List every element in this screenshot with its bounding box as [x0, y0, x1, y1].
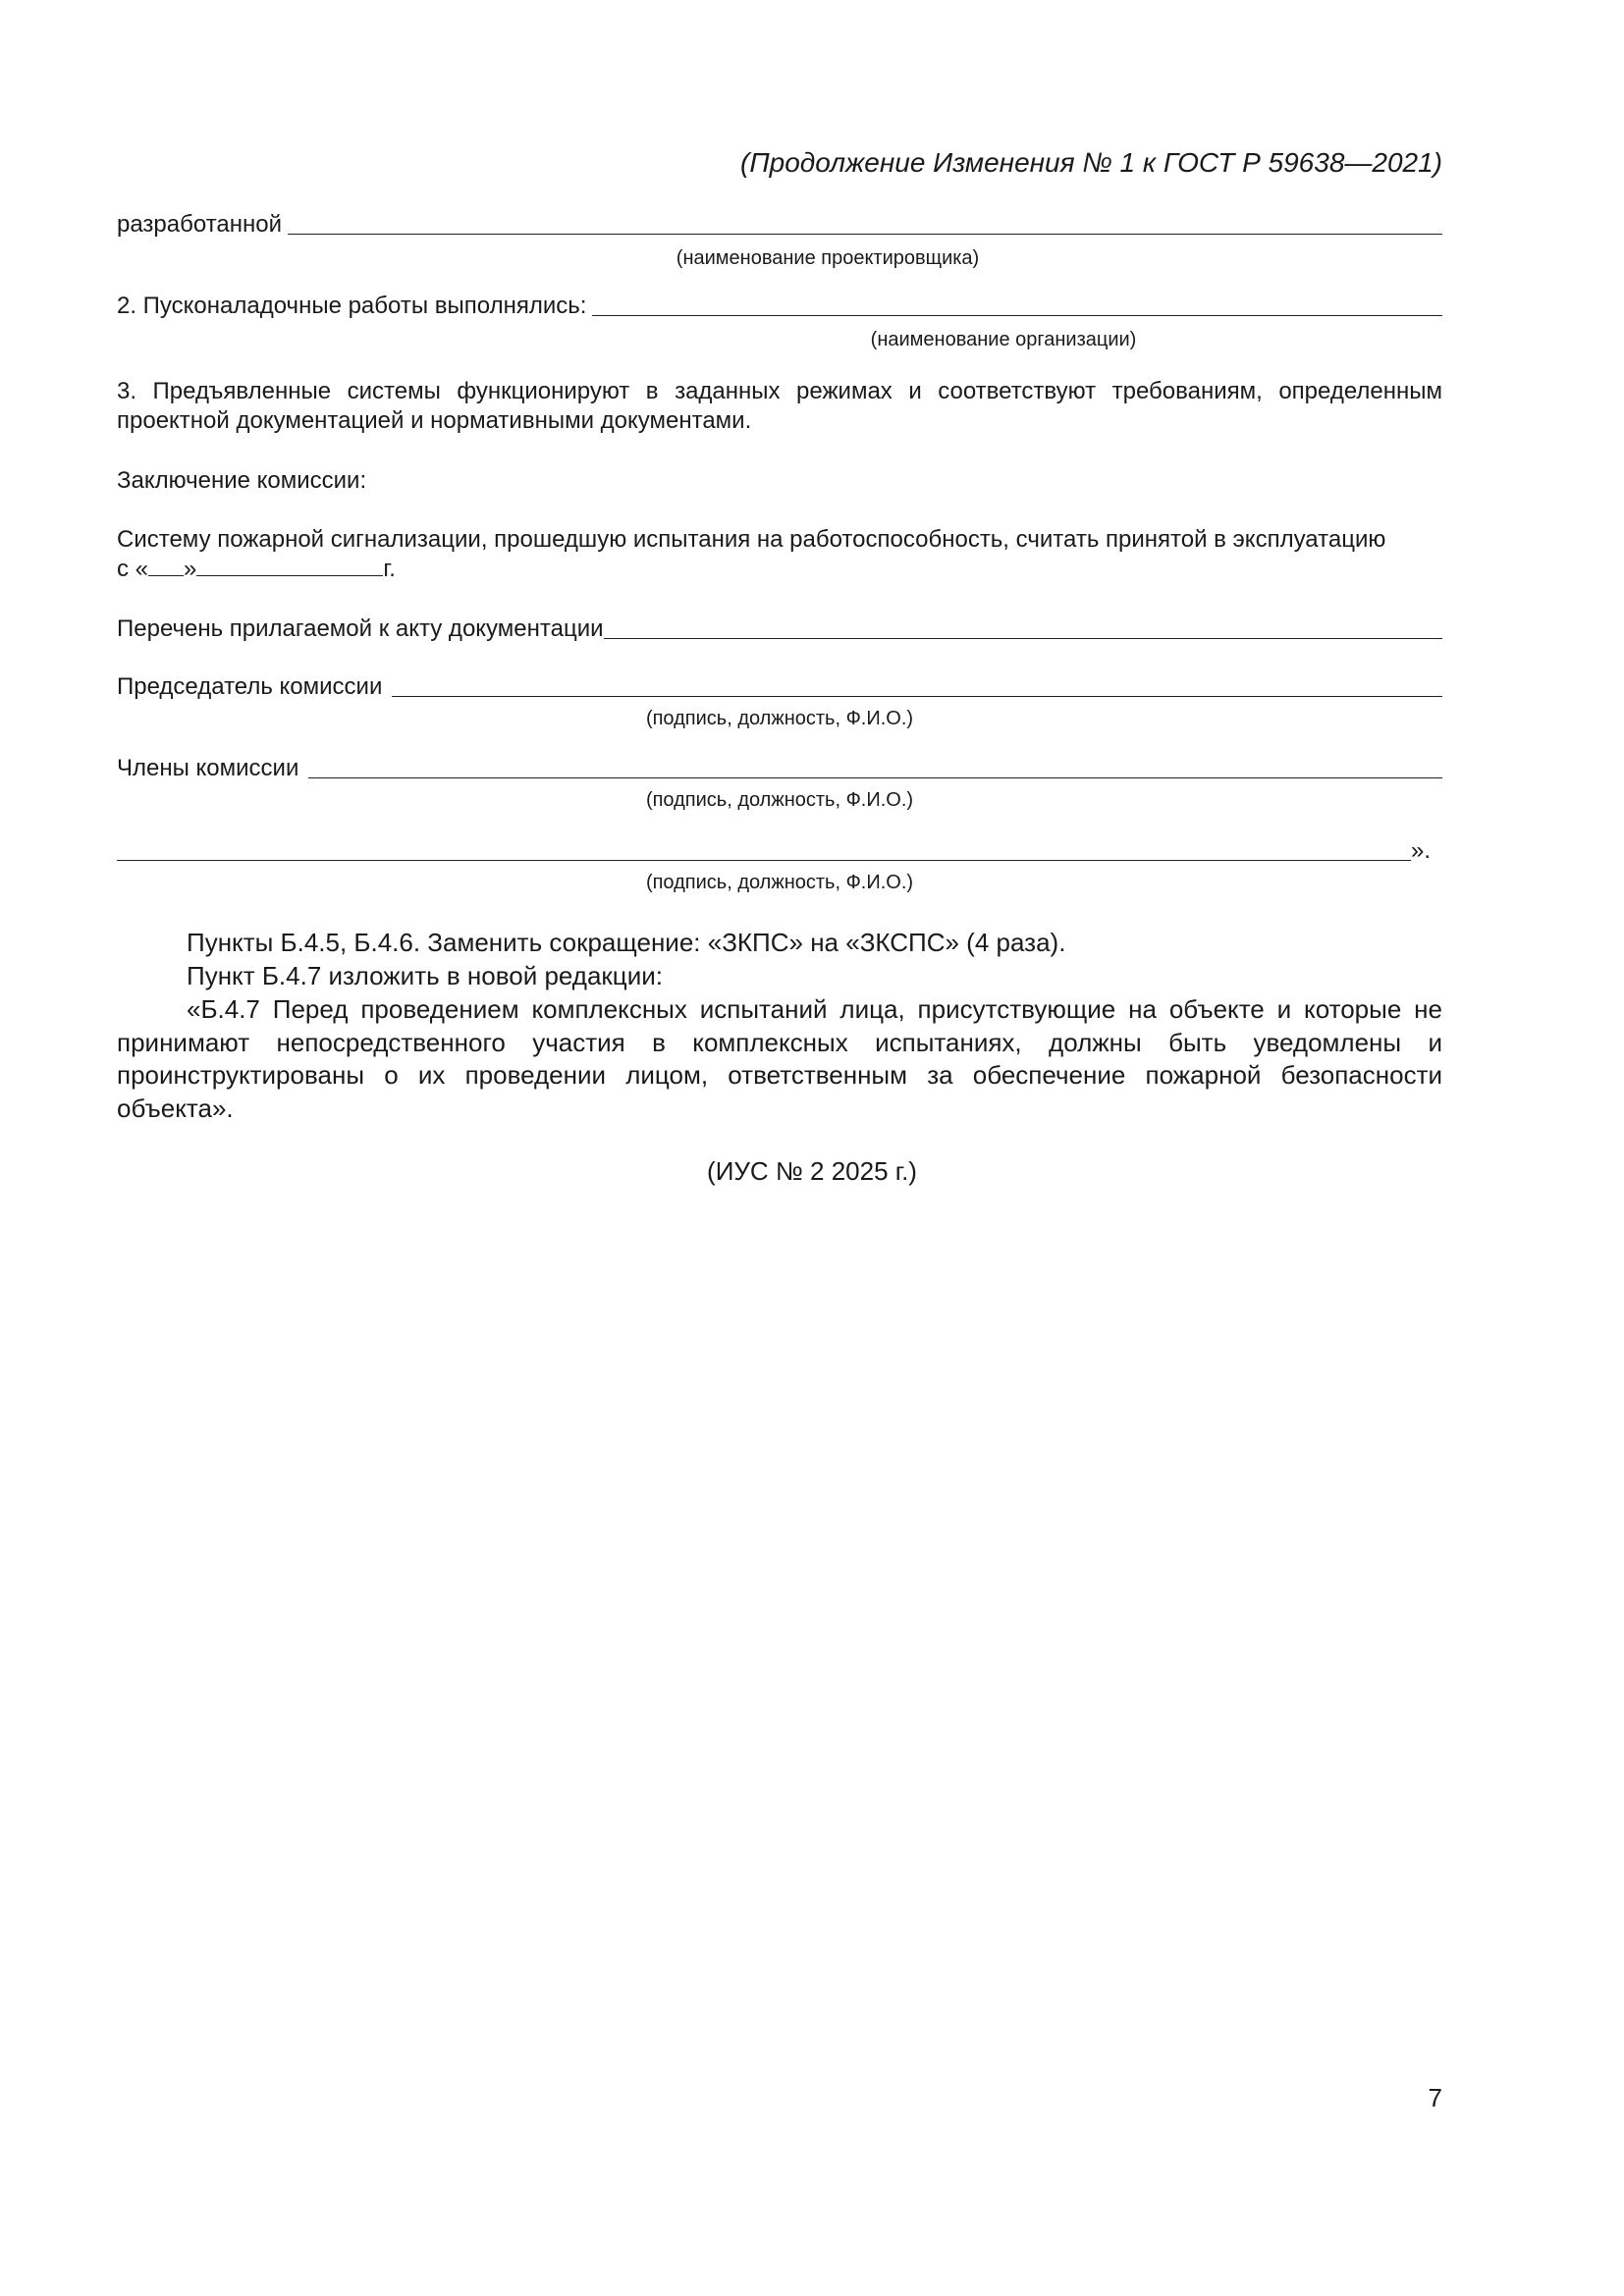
quote-close: ».	[1410, 837, 1431, 864]
commissioning-caption: (наименование организации)	[870, 329, 1137, 350]
members-label: Члены комиссии	[117, 755, 299, 781]
conclusion-heading: Заключение комиссии:	[117, 467, 367, 494]
acceptance-text: Систему пожарной сигнализации, прошедшую испытания на работоспособность, считать принятой в эксплуатацию	[117, 526, 1386, 553]
members-row	[117, 754, 1442, 783]
documentation-label: Перечень прилагаемой к акту документации	[117, 615, 604, 642]
chairman-fill-line	[392, 696, 1442, 697]
commissioning-label: 2. Пусконаладочные работы выполнялись:	[117, 293, 587, 319]
amendment-paragraph-2: Пункт Б.4.7 изложить в новой редакции:	[187, 961, 663, 990]
ius-reference: (ИУС № 2 2025 г.)	[707, 1156, 917, 1186]
continuation-header: (Продолжение Изменения № 1 к ГОСТ Р 59638—2021)	[740, 147, 1442, 178]
members-caption: (подпись, должность, Ф.И.О.)	[645, 789, 914, 811]
members-fill-line	[308, 777, 1442, 778]
extra-member-row	[117, 836, 1431, 866]
amendment-paragraph-1: Пункты Б.4.5, Б.4.6. Заменить сокращение: «ЗКПС» на «ЗКСПС» (4 раза).	[187, 928, 1066, 957]
developer-label: разработанной	[117, 211, 283, 238]
documentation-row	[117, 614, 1442, 644]
date-prefix: с «	[117, 556, 149, 582]
page-number: 7	[1428, 2083, 1442, 2112]
chairman-label: Председатель комиссии	[117, 673, 383, 700]
developer-fill-line	[288, 234, 1442, 235]
chairman-caption: (подпись, должность, Ф.И.О.)	[645, 708, 914, 729]
chairman-row	[117, 672, 1442, 702]
acceptance-paragraph	[117, 525, 1442, 584]
extra-member-fill-line	[117, 860, 1411, 861]
commissioning-fill-line	[592, 315, 1442, 316]
developer-row	[117, 210, 1442, 240]
date-suffix: г.	[383, 556, 396, 582]
amendment-paragraph-3: «Б.4.7 Перед проведением комплексных испытаний лица, присутствующие на объекте и которые не принимают непосредственного участия в комплексных испытаниях, должны быть уведомлены и проинструктированы о их проведении лицом, ответственным за обеспечение пожарной безопасности объекта».	[117, 994, 1442, 1123]
item3-paragraph: 3. Предъявленные системы функционируют в заданных режимах и соответствуют требованиям, определенным проектной документацией и нормативными документами.	[117, 378, 1442, 434]
developer-caption: (наименование проектировщика)	[676, 247, 980, 269]
commissioning-row	[117, 292, 1442, 321]
date-mid: »	[184, 556, 197, 582]
documentation-fill-line	[604, 638, 1442, 639]
date-month-blank	[196, 575, 383, 576]
extra-member-caption: (подпись, должность, Ф.И.О.)	[645, 872, 914, 893]
date-day-blank	[148, 575, 184, 576]
